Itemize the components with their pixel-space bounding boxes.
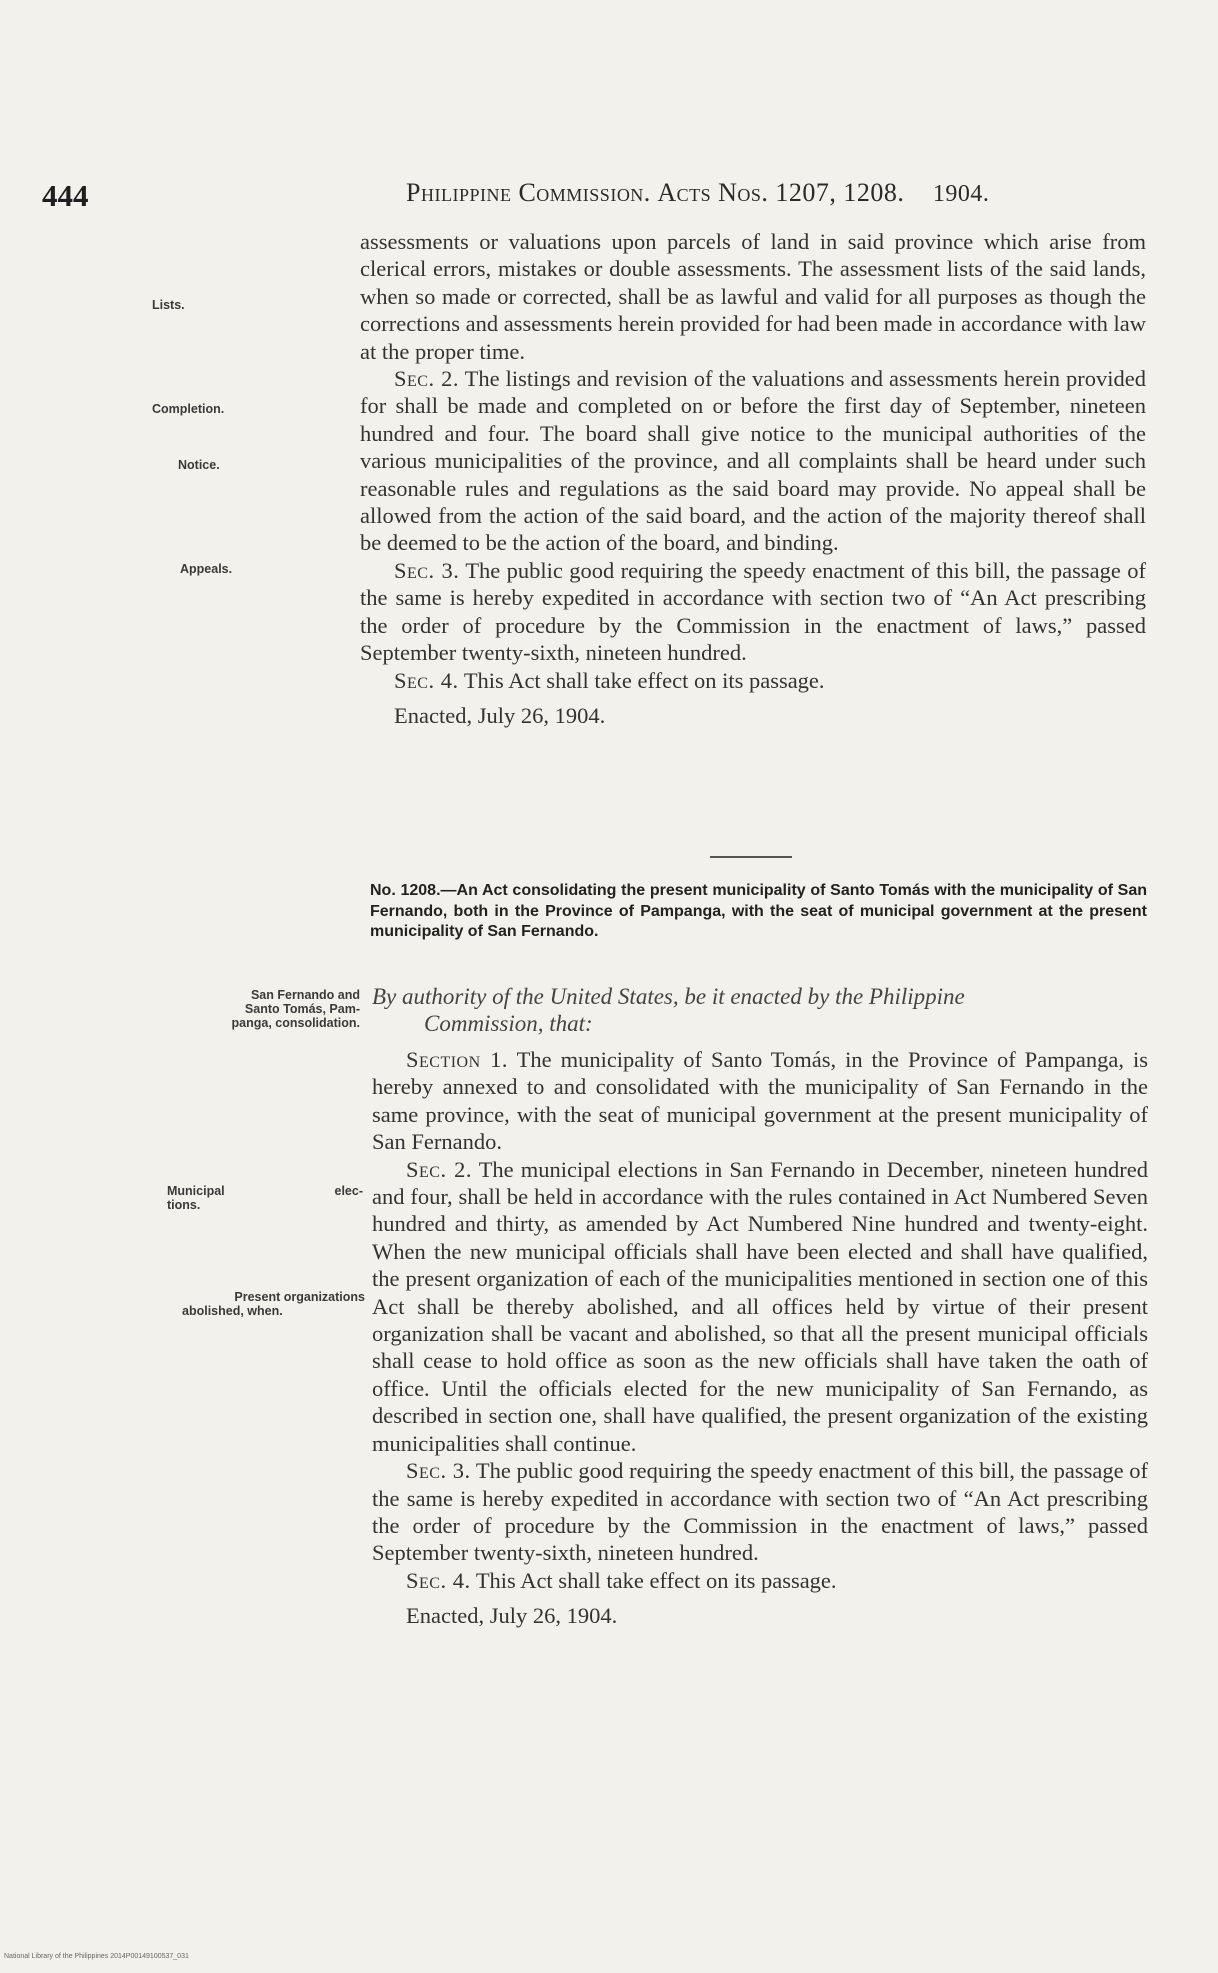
section-text: The public good requiring the speedy enactment of this bill, the passage of the same is hereby expedited in accordance with section two of “An Act prescribing the order of procedure by the Commission in the enactment of laws,” passed September twenty-sixth, nineteen hundred. (360, 557, 1146, 666)
margin-note-notice: Notice. (178, 458, 220, 472)
margin-note-line: abolished, when. (182, 1304, 283, 1318)
page-number: 444 (42, 178, 89, 213)
act-number: No. 1208. (370, 882, 441, 899)
section-text: This Act shall take effect on its passage. (475, 1567, 837, 1593)
act-1207-section-3 (360, 557, 1146, 667)
enacting-line-1: By authority of the United States, be it enacted by the Philippine (372, 984, 965, 1009)
section-label: Section 1. (406, 1047, 509, 1072)
section-label: Sec. 2. (406, 1156, 473, 1182)
margin-note-line: Santo Tomás, Pam- (244, 1002, 360, 1016)
margin-note-line: tions. (167, 1198, 201, 1212)
act-1208-enacted: Enacted, July 26, 1904. (406, 1603, 618, 1629)
section-label: Sec. 3. (394, 557, 460, 583)
act-1208-section-4 (372, 1567, 1148, 1594)
margin-note-line: Municipal elec- (167, 1184, 363, 1198)
margin-note-lists: Lists. (152, 298, 185, 312)
enacting-clause (372, 983, 1152, 1037)
section-label: Sec. 4. (406, 1567, 471, 1593)
act-title-text: —An Act consolidating the present municipality of Santo Tomás with the municipality of San Fernando, both in the Province of Pampanga, with the seat of municipal government at the present municipality of San Fernando. (370, 882, 1147, 940)
margin-note-line: San Fernando and (250, 988, 360, 1002)
act-1207-section-2 (360, 365, 1146, 557)
act-1208-section-2 (372, 1156, 1148, 1457)
running-title: Philippine Commission. (406, 178, 651, 207)
section-text: The municipal elections in San Fernando in December, nineteen hundred and four, shall be held in accordance with the rules contained in Act Numbered Seven hundred and thirty, as amended by Act Numbered Nine hundred and twenty-eight. When the new municipal officials shall have been elected and shall have qualified, the present organization of each of the municipalities mentioned in section one of this Act shall be thereby abolished, and all offices held by virtue of their present organization shall be vacant and abolished, so that all the present municipal officials shall cease to hold office as soon as the new officials shall have taken the oath of office. Until the officials elected for the new municipality of San Fernando, as described in section one, shall have qualified, the present organization of the existing municipalities shall continue. (372, 1156, 1149, 1456)
section-label: Sec. 4. (394, 667, 459, 693)
margin-note-line: Present organizations (234, 1290, 365, 1304)
section-text: This Act shall take effect on its passage. (463, 667, 825, 693)
act-1208-title (370, 881, 1147, 943)
scan-footer: National Library of the Philippines 2014P00149100537_031 (4, 1953, 189, 1960)
section-divider (710, 856, 792, 858)
margin-note-elections (167, 1184, 363, 1212)
header-year: 1904. (932, 181, 990, 207)
margin-note-line: panga, consolidation. (231, 1016, 360, 1030)
running-head (406, 178, 1096, 208)
act-1207-enacted: Enacted, July 26, 1904. (394, 702, 606, 728)
enacting-line-2: Commission, that: (424, 1011, 593, 1036)
margin-note-present-organizations (160, 1290, 365, 1318)
act-1208-text (372, 1046, 1148, 1630)
section-label: Sec. 2. (394, 366, 459, 392)
act-1208-section-3 (372, 1457, 1148, 1567)
margin-note-appeals: Appeals. (180, 562, 233, 576)
act-1207-section-4 (360, 667, 1146, 694)
margin-note-consolidation (140, 988, 360, 1030)
section-text: The listings and revision of the valuations and assessments herein provided for shall be made and completed on or before the first day of September, nineteen hundred and four. The board shall give notice to the municipal authorities of the various municipalities of the province, and all complaints shall be heard under such reasonable rules and regulations as the said board may provide. No appeal shall be allowed from the action of the said board, and the action of the majority thereof shall be deemed to be the action of the board, and binding. (360, 366, 1146, 556)
section-text: The municipality of Santo Tomás, in the Province of Pampanga, is hereby annexed to and consolidated with the municipality of San Fernando in the same province, with the seat of municipal government at the present municipality of San Fernando. (372, 1047, 1149, 1155)
section-text: The public good requiring the speedy enactment of this bill, the passage of the same is hereby expedited in accordance with section two of “An Act prescribing the order of procedure by the Commission in the enactment of laws,” passed September twenty-sixth, nineteen hundred. (372, 1458, 1148, 1566)
act-1207-text (360, 228, 1146, 729)
margin-note-completion: Completion. (152, 402, 225, 416)
continued-paragraph: assessments or valuations upon parcels of land in said province which arise from clerical errors, mistakes or double assessments. The assessment lists of the said lands, when so made or corrected, shall be as lawful and valid for all purposes as though the corrections and assessments herein provided for had been made in accordance with law at the proper time. (360, 229, 1146, 364)
section-label: Sec. 3. (406, 1458, 471, 1484)
act-1208-section-1 (372, 1046, 1148, 1156)
act-numbers: Acts Nos. 1207, 1208. (657, 178, 905, 207)
